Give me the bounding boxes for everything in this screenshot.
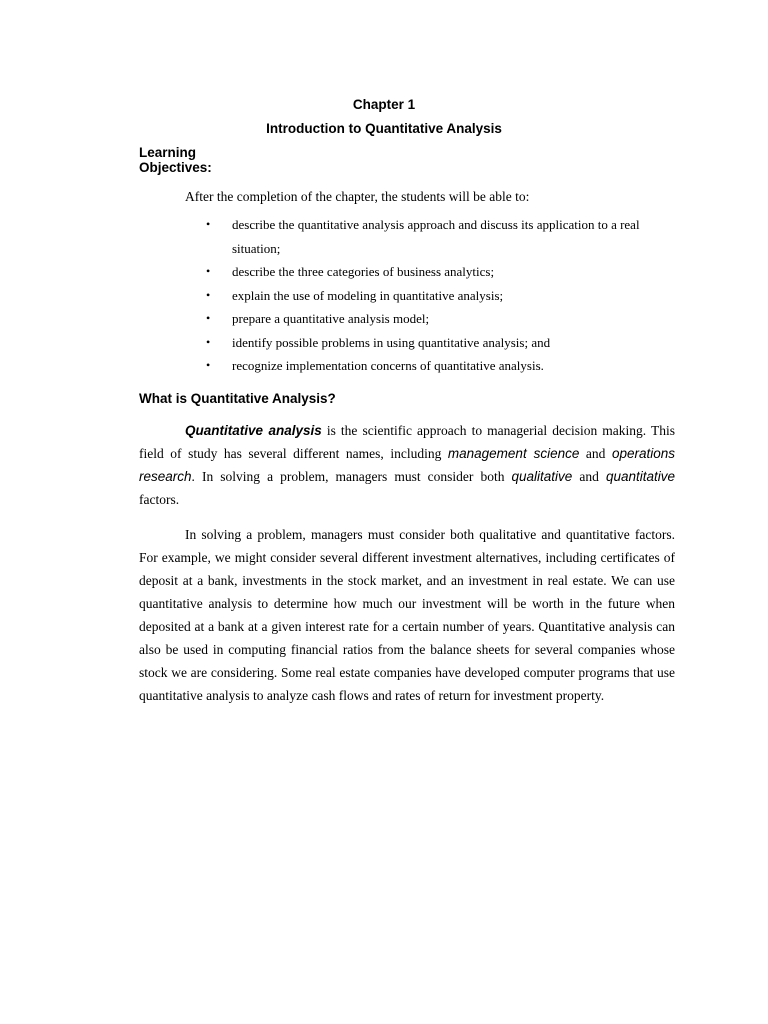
objective-text: describe the quantitative analysis approach and discuss its application to a real situation; [232, 217, 640, 256]
paragraph-text: and [579, 446, 612, 461]
bullet-icon: • [206, 358, 211, 372]
objective-item [206, 284, 676, 308]
bullet-icon: • [206, 334, 211, 349]
objective-text: describe the three categories of business analytics; [232, 264, 495, 279]
objective-text: identify possible problems in using quantitative analysis; and [232, 334, 551, 350]
bullet-icon: • [206, 287, 211, 302]
objective-text: recognize implementation concerns of quantitative analysis. [232, 358, 544, 373]
bullet-icon: • [206, 217, 211, 231]
term-qualitative: qualitative [511, 469, 573, 484]
bullet-icon: • [206, 311, 211, 325]
paragraph-text: is the scientific approach to managerial decision making. This field of study has several different names, including [139, 423, 675, 461]
objective-text: prepare a quantitative analysis model; [232, 311, 430, 326]
section-heading: What is Quantitative Analysis? [139, 391, 336, 406]
definition-paragraph [139, 419, 675, 511]
objective-item [206, 354, 676, 378]
term-management-science: management science [447, 446, 580, 461]
objectives-list [206, 213, 676, 378]
chapter-subtitle: Introduction to Quantitative Analysis [266, 121, 502, 136]
example-paragraph: In solving a problem, managers must consider both qualitative and quantitative factors. For example, we might consider several different investment alternatives, including certificates of deposit at a bank, investments in the stock market, and an investment in real estate. We can use quantitative analysis to determine how much our investment will be worth in the future when deposited at a bank at a given interest rate for a certain number of years. Quantitative analysis can also be used in computing financial ratios from the balance sheets for several companies whose stock we are considering. Some real estate companies have developed computer programs that use quantitative analysis to analyze cash flows and rates of return for investment property. [139, 527, 675, 703]
chapter-title: Chapter 1 [352, 97, 416, 112]
paragraph-text: and [572, 469, 606, 484]
term-operations-research: operations research [139, 446, 676, 484]
objectives-intro: After the completion of the chapter, the students will be able to: [185, 189, 530, 204]
learning-objectives-heading: Learning Objectives: [139, 145, 212, 175]
objective-item [206, 260, 676, 284]
paragraph-text: . In solving a problem, managers must consider both [191, 469, 512, 484]
paragraph-text: factors. [139, 492, 180, 507]
objective-text: explain the use of modeling in quantitative analysis; [232, 287, 504, 303]
bullet-icon: • [206, 264, 211, 278]
term-quantitative: quantitative [605, 469, 675, 484]
objective-item [206, 213, 676, 260]
objective-item [206, 307, 676, 331]
objective-item [206, 331, 676, 355]
term-quantitative-analysis: Quantitative analysis [185, 423, 322, 438]
